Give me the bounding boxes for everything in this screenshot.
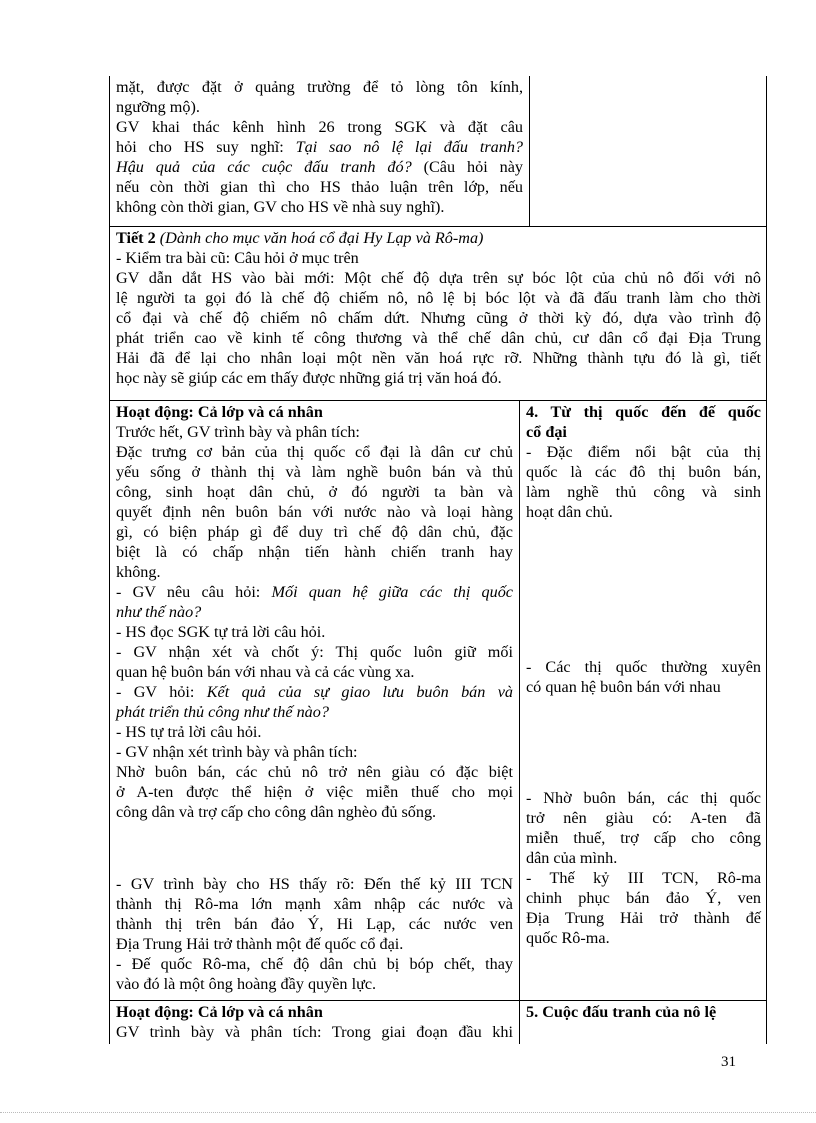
text-line: - Các thị quốc thường xuyên — [526, 658, 761, 676]
text-line: chinh phục bán đảo Ý, ven — [526, 889, 761, 907]
text-line: quan hệ buôn bán với nhau và cả các vùng xa. — [116, 663, 415, 681]
text-line: công, sinh hoạt dân chủ, ở đó người ta bàn và — [116, 483, 513, 501]
text-line: - HS đọc SGK tự trả lời câu hỏi. — [116, 623, 326, 641]
text-line: Hải đã để lại cho nhân loại một nền văn hoá rực rỡ. Những thành tựu đó là gì, tiết — [116, 349, 761, 367]
question-italic: Tại sao nô lệ lại đấu tranh? — [295, 138, 524, 156]
text-line: ngưỡng mộ). — [116, 98, 200, 116]
text-line: trở nên giàu có: A-ten đã — [526, 809, 761, 827]
section-heading: 4. Từ thị quốc đến đế quốc — [526, 403, 761, 421]
section3-right-b — [526, 657, 761, 697]
text-run: - GV hỏi: — [116, 683, 207, 701]
text-line: hoạt dân chủ. — [526, 503, 613, 521]
text-line: dân của mình. — [526, 849, 618, 867]
text-line: - Thế kỷ III TCN, Rô-ma — [526, 869, 761, 887]
text-line: mặt, được đặt ở quảng trường để tỏ lòng tôn kính, — [116, 78, 523, 96]
text-line: thành thị Rô-ma lớn mạnh xâm nhập các nước và — [116, 895, 513, 913]
question-italic: Mối quan hệ giữa các thị quốc — [271, 583, 513, 601]
text-line: học này sẽ giúp các em thấy được những giá trị văn hoá đó. — [116, 369, 502, 387]
text-line: GV khai thác kênh hình 26 trong SGK và đặt câu — [116, 118, 523, 136]
text-line: GV dẫn dắt HS vào bài mới: Một chế độ dựa trên sự bóc lột của chủ nô đối với nô — [116, 269, 761, 287]
text-line: quyết định nên buôn bán với nước nào và loại hàng — [116, 503, 513, 521]
section3-right-c — [526, 788, 761, 948]
text-line: vào đó là một ông hoàng đầy quyền lực. — [116, 975, 377, 993]
column-divider — [529, 76, 530, 226]
section4-left — [116, 1002, 513, 1042]
question-italic: như thế nào? — [116, 603, 202, 621]
text-line: phát triển cao về kinh tế công thương và thể chế dân chủ, cư dân cổ đại Địa Trung — [116, 329, 761, 347]
text-line: quốc Rô-ma. — [526, 929, 610, 947]
section-heading: 5. Cuộc đấu tranh của nô lệ — [526, 1003, 717, 1021]
text-line: - Đặc điểm nổi bật của thị — [526, 443, 761, 461]
text-line: - Nhờ buôn bán, các thị quốc — [526, 789, 761, 807]
text-line — [116, 582, 513, 602]
text-run: (Câu hỏi này — [411, 158, 523, 176]
text-line: cổ đại và chế độ chiếm nô chấm dứt. Nhưng cũng ở thời kỳ đó, dựa vào trình độ — [116, 309, 761, 327]
section3-left — [116, 402, 513, 822]
text-line: có quan hệ buôn bán với nhau — [526, 678, 721, 696]
column-divider — [519, 400, 520, 1000]
page-number: 31 — [721, 1054, 736, 1070]
question-italic: Hậu quả của các cuộc đấu tranh đó? — [116, 158, 412, 176]
text-line: - GV nhận xét và chốt ý: Thị quốc luôn giữ mối — [116, 643, 513, 661]
question-italic: Kết quả của sự giao lưu buôn bán và — [206, 683, 513, 701]
text-line: gì, có biện pháp gì để duy trì chế độ dân chủ, đặc — [116, 523, 513, 541]
lesson-title: Tiết 2 — [116, 229, 156, 247]
text-line: - GV nhận xét trình bày và phân tích: — [116, 743, 358, 761]
section2-text — [116, 228, 761, 388]
text-line: quốc là các đô thị buôn bán, — [526, 463, 761, 481]
lesson-note: (Dành cho mục văn hoá cổ đại Hy Lạp và Rô-ma) — [155, 229, 484, 247]
text-line: yếu sống ở thành thị và làm nghề buôn bán và thủ — [116, 463, 513, 481]
section-heading: cổ đại — [526, 423, 567, 441]
section-title — [116, 228, 761, 248]
text-line: - HS tự trả lời câu hỏi. — [116, 723, 262, 741]
text-line: nếu còn thời gian thì cho HS thảo luận trên lớp, nếu — [116, 178, 523, 196]
row-divider — [109, 400, 767, 401]
text-line: Trước hết, GV trình bày và phân tích: — [116, 423, 360, 441]
text-line: - Đế quốc Rô-ma, chế độ dân chủ bị bóp chết, thay — [116, 955, 513, 973]
text-line: không. — [116, 563, 161, 581]
text-line: Địa Trung Hải trở thành đế — [526, 909, 761, 927]
text-line: lệ người ta gọi đó là chế độ chiếm nô, nô lệ bị bóc lột và đã đấu tranh làm cho thời — [116, 289, 761, 307]
question-italic: phát triển thủ công như thế nào? — [116, 703, 329, 721]
column-divider — [519, 1000, 520, 1044]
activity-heading: Hoạt động: Cả lớp và cá nhân — [116, 1003, 323, 1021]
text-line: - GV trình bày cho HS thấy rõ: Đến thế kỷ III TCN — [116, 875, 513, 893]
activity-heading: Hoạt động: Cả lớp và cá nhân — [116, 403, 323, 421]
text-line — [116, 157, 523, 177]
section4-right — [526, 1002, 761, 1022]
text-line: GV trình bày và phân tích: Trong giai đoạn đầu khi — [116, 1023, 513, 1041]
text-line: - Kiểm tra bài cũ: Câu hỏi ở mục trên — [116, 249, 359, 267]
text-line: biệt là có chấp nhận tiến hành chiến tranh hay — [116, 543, 513, 561]
text-run: hỏi cho HS suy nghĩ: — [116, 138, 296, 156]
text-line: làm nghề thủ công và sinh — [526, 483, 761, 501]
section3-left-lower — [116, 874, 513, 994]
text-line: thành thị trên bán đảo Ý, Hi Lạp, các nước ven — [116, 915, 513, 933]
text-line: Địa Trung Hải trở thành một đế quốc cổ đại. — [116, 935, 404, 953]
section1-text — [116, 77, 523, 217]
text-line: ở A-ten được thể hiện ở việc miễn thuế cho mọi — [116, 783, 513, 801]
text-line: Đặc trưng cơ bản của thị quốc cổ đại là dân cư chủ — [116, 443, 513, 461]
text-line: không còn thời gian, GV cho HS về nhà suy nghĩ). — [116, 198, 445, 216]
text-line — [116, 682, 513, 702]
footer-divider — [0, 1112, 816, 1113]
text-line: công dân và trợ cấp cho công dân nghèo đủ sống. — [116, 803, 437, 821]
text-run: - GV nêu câu hỏi: — [116, 583, 272, 601]
row-divider — [109, 1000, 767, 1001]
text-line: Nhờ buôn bán, các chủ nô trở nên giàu có đặc biệt — [116, 763, 513, 781]
row-divider — [109, 226, 767, 227]
text-line — [116, 137, 523, 157]
section3-right-a — [526, 402, 761, 522]
text-line: miễn thuế, trợ cấp cho công — [526, 829, 761, 847]
